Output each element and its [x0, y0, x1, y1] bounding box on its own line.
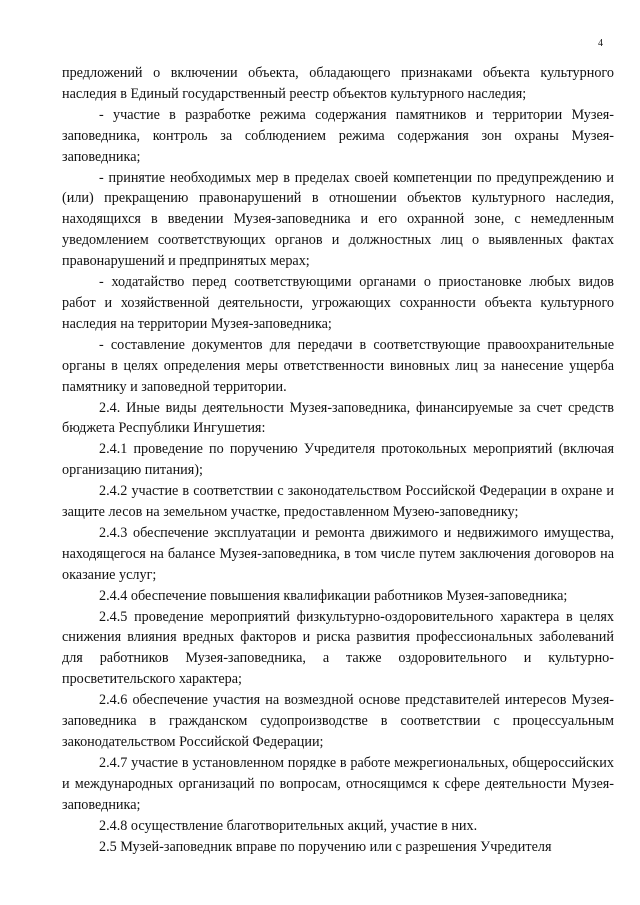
paragraph: 2.4.4 обеспечение повышения квалификации работников Музея-заповедника;	[99, 587, 568, 604]
paragraph: - участие в разработке режима содержания памятников и территории Музея-заповедника, контроль за соблюдением режима содержания зон охраны Музея-заповедника;	[62, 106, 614, 165]
paragraph: 2.4.3 обеспечение эксплуатации и ремонта движимого и недвижимого имущества, находящегося на балансе Музея-заповедника, в том числе путем заключения договоров на оказание услуг;	[62, 524, 614, 583]
document-body	[62, 63, 614, 857]
paragraph: - принятие необходимых мер в пределах своей компетенции по предупреждению и (или) прекращению правонарушений в отношении объектов культурного наследия, находящихся в введении Музея-заповедника и его охранной зоне, с немедленным уведомлением соответствующих органов и должностных лиц о выявленных фактах правонарушений и предпринятых мерах;	[62, 169, 614, 270]
paragraph: 2.4.6 обеспечение участия на возмездной основе представителей интересов Музея-заповедника в гражданском судопроизводстве в соответствии с процессуальным законодательством Российской Федерации;	[62, 692, 614, 750]
paragraph: - ходатайство перед соответствующими органами о приостановке любых видов работ и хозяйственной деятельности, угрожающих сохранности объекта культурного наследия на территории Музея-заповедника;	[62, 274, 614, 332]
paragraph: 2.4.8 осуществление благотворительных акций, участие в них.	[99, 817, 478, 834]
paragraph: 2.4. Иные виды деятельности Музея-заповедника, финансируемые за счет средств бюджета Республики Ингушетия:	[62, 399, 614, 437]
paragraph: 2.4.7 участие в установленном порядке в работе межрегиональных, общероссийских и международных организаций по вопросам, относящимся к сфере деятельности Музея-заповедника;	[62, 754, 614, 813]
paragraph: предложений о включении объекта, обладающего признаками объекта культурного наследия в Единый государственный реестр объектов культурного наследия;	[62, 65, 614, 102]
paragraph: 2.4.2 участие в соответствии с законодательством Российской Федерации в охране и защите лесов на земельном участке, предоставленном Музею-заповеднику;	[62, 483, 614, 521]
paragraph: 2.5 Музей-заповедник вправе по поручению или с разрешения Учредителя	[99, 838, 552, 855]
page-number: 4	[598, 38, 603, 49]
paragraph: - составление документов для передачи в соответствующие правоохранительные органы в целях определения меры ответственности виновных лиц за нанесение ущерба памятнику и заповедной территории.	[62, 336, 614, 395]
paragraph: 2.4.5 проведение мероприятий физкультурно-оздоровительного характера в целях снижения влияния вредных факторов и риска развития профессиональных заболеваний для работников Музея-заповедника, а также оздоровительного и культурно-просветительского характера;	[62, 608, 614, 688]
paragraph: 2.4.1 проведение по поручению Учредителя протокольных мероприятий (включая организацию питания);	[62, 441, 614, 479]
